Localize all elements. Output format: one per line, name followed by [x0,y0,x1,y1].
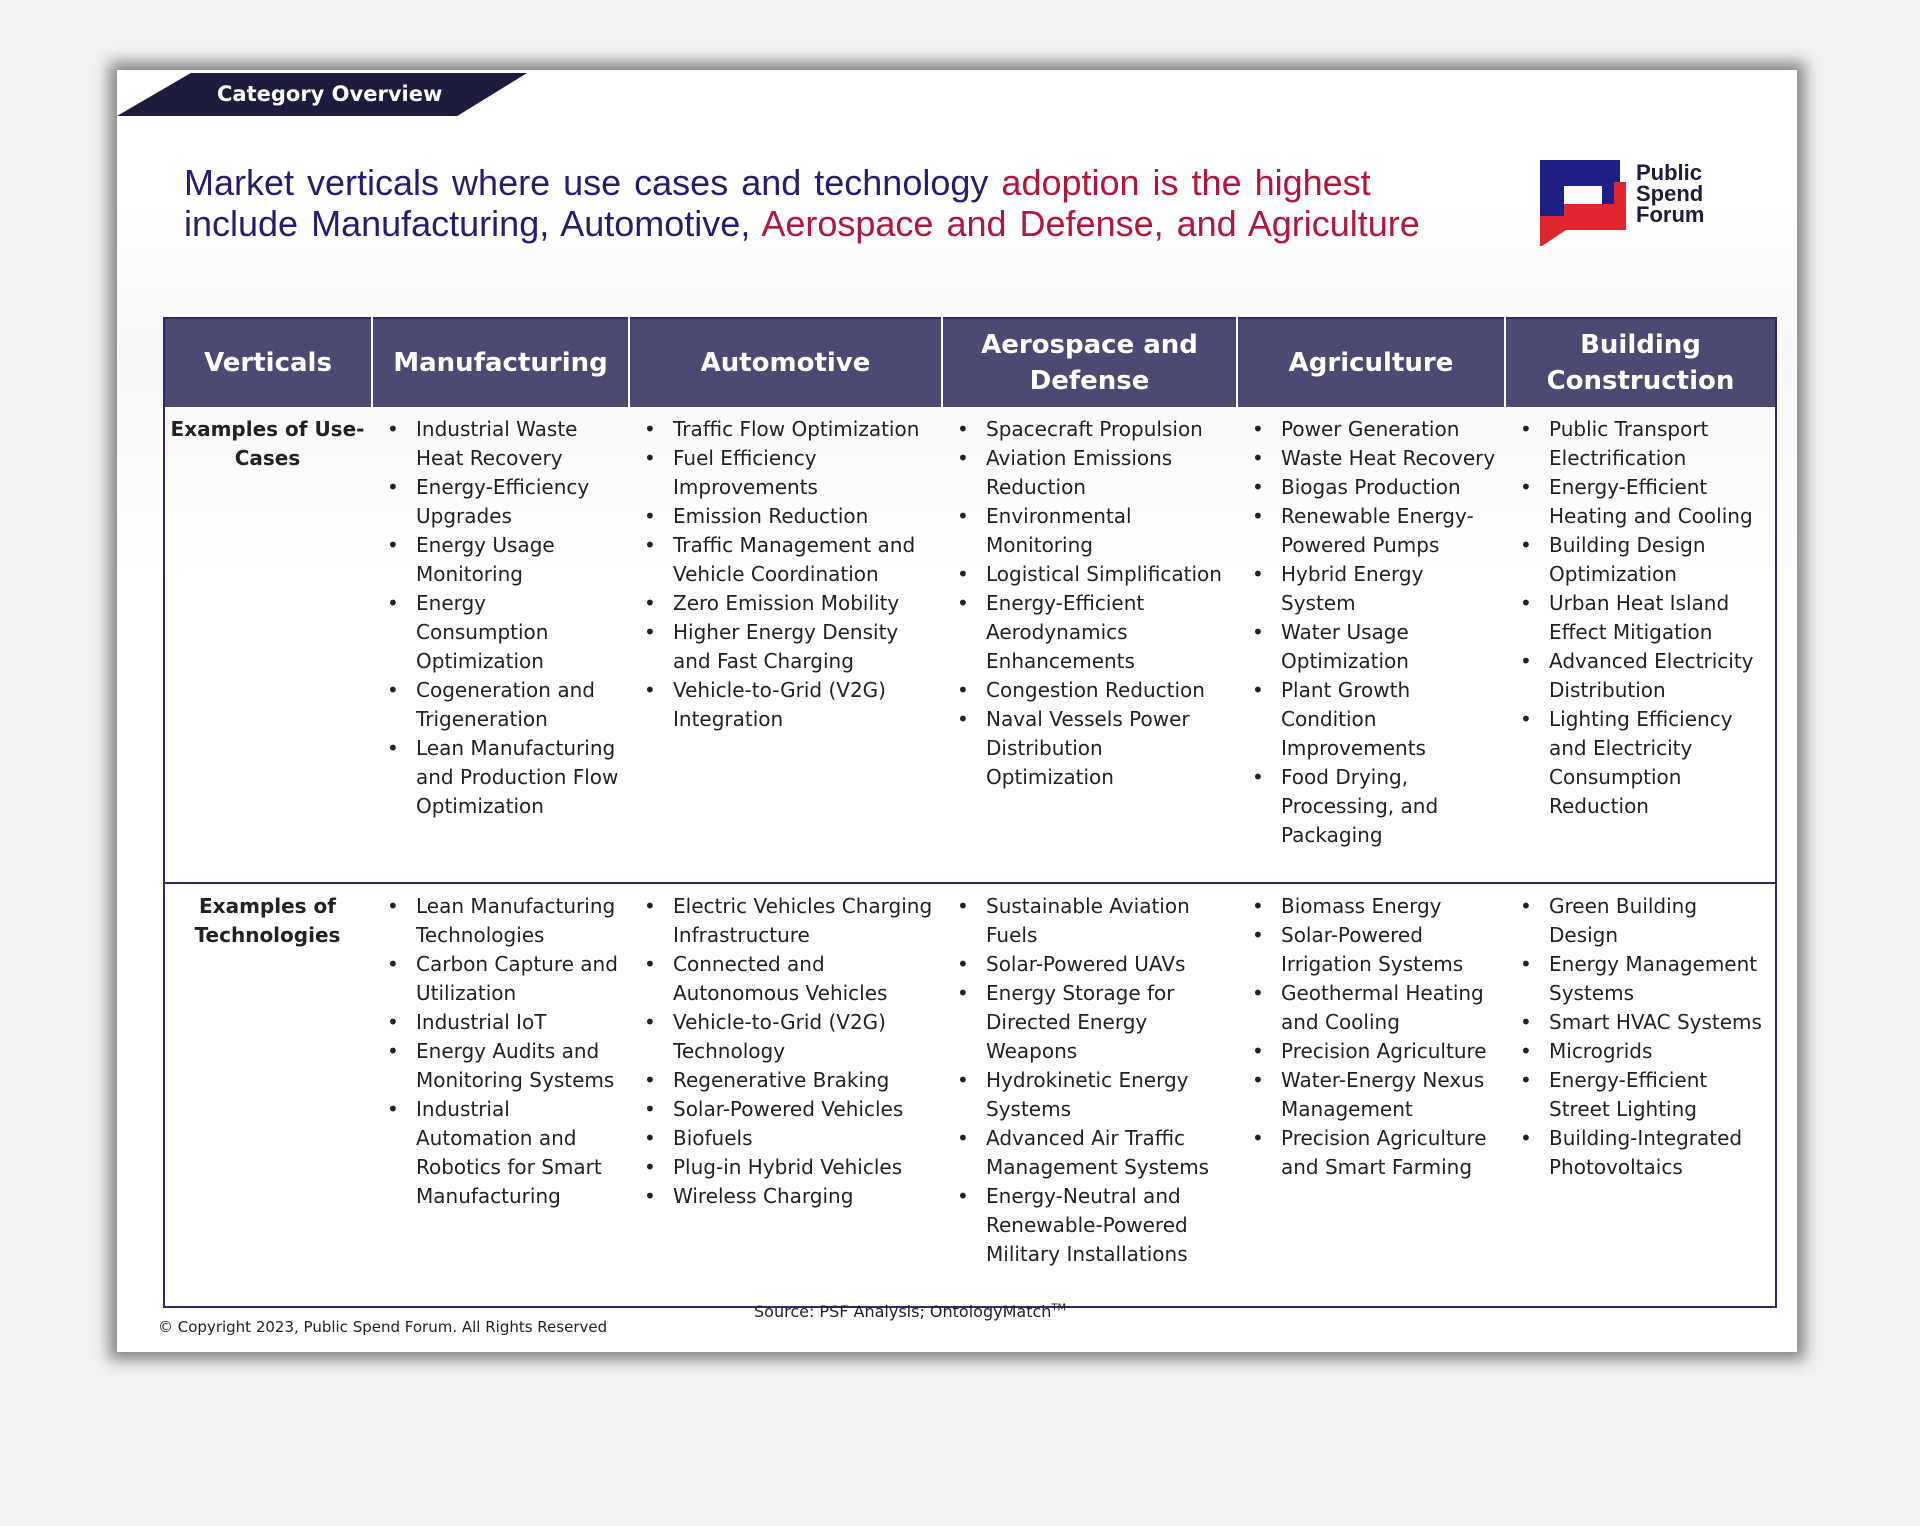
list-item: • Cogeneration and Trigeneration [416,676,623,734]
list-item: • Connected and Autonomous Vehicles [673,950,936,1008]
table-header-row [164,318,1776,407]
list-item: • Zero Emission Mobility [673,589,936,618]
cell-automotive-use-cases [629,407,942,883]
list-item: • Energy Storage for Directed Energy Weapons [986,979,1231,1066]
logo-word-forum: Forum [1636,202,1705,227]
list-item: • Advanced Air Traffic Management Systems [986,1124,1231,1182]
cell-automotive-technologies [629,883,942,1307]
list-item: • Energy-Efficiency Upgrades [416,473,623,531]
source-note [754,1302,1066,1321]
list-item: • Vehicle-to-Grid (V2G) Integration [673,676,936,734]
cell-aerospace-use-cases [942,407,1237,883]
list-item: • Solar-Powered UAVs [986,950,1231,979]
logo-word-public: Public [1636,160,1703,185]
list-item: • Logistical Simplification [986,560,1231,589]
list-item: • Emission Reduction [673,502,936,531]
list-item: • Energy Consumption Optimization [416,589,623,676]
header-agriculture: Agriculture [1237,318,1505,407]
page-headline [184,162,1524,244]
bullet-list [1241,892,1499,1182]
logo-wordmark [1636,162,1704,225]
bullet-list [1241,415,1499,850]
header-verticals: Verticals [164,318,372,407]
row-label-use-cases: Examples of Use-Cases [164,407,372,883]
header-aerospace-defense: Aerospace and Defense [942,318,1237,407]
list-item: • Power Generation [1281,415,1499,444]
header-building-construction: Building Construction [1505,318,1776,407]
list-item: • Precision Agriculture and Smart Farming [1281,1124,1499,1182]
header-manufacturing: Manufacturing [372,318,629,407]
verticals-table [163,317,1777,1308]
list-item: • Spacecraft Propulsion [986,415,1231,444]
cell-aerospace-technologies [942,883,1237,1307]
list-item: • Green Building Design [1549,892,1769,950]
list-item: • Aviation Emissions Reduction [986,444,1231,502]
list-item: • Wireless Charging [673,1182,936,1211]
cell-agriculture-use-cases [1237,407,1505,883]
list-item: • Energy Usage Monitoring [416,531,623,589]
list-item: • Energy Management Systems [1549,950,1769,1008]
headline-line-2-red: Aerospace and Defense, and Agriculture [761,203,1420,244]
bullet-list [633,415,936,734]
list-item: • Solar-Powered Vehicles [673,1095,936,1124]
list-item: • Energy-Neutral and Renewable-Powered Military Installations [986,1182,1231,1269]
list-item: • Industrial IoT [416,1008,623,1037]
list-item: • Smart HVAC Systems [1549,1008,1769,1037]
list-item: • Water-Energy Nexus Management [1281,1066,1499,1124]
list-item: • Plant Growth Condition Improvements [1281,676,1499,763]
list-item: • Industrial Automation and Robotics for Smart Manufacturing [416,1095,623,1211]
bullet-list [633,892,936,1211]
list-item: • Energy Audits and Monitoring Systems [416,1037,623,1095]
cell-building-use-cases [1505,407,1776,883]
headline-line-1 [184,162,1524,203]
list-item: • Vehicle-to-Grid (V2G) Technology [673,1008,936,1066]
list-item: • Geothermal Heating and Cooling [1281,979,1499,1037]
list-item: • Waste Heat Recovery [1281,444,1499,473]
bullet-list [1509,415,1769,821]
list-item: • Renewable Energy-Powered Pumps [1281,502,1499,560]
bullet-list [1509,892,1769,1182]
list-item: • Biogas Production [1281,473,1499,502]
list-item: • Energy-Efficient Street Lighting [1549,1066,1769,1124]
list-item: • Traffic Flow Optimization [673,415,936,444]
bullet-list [946,892,1231,1269]
copyright-notice: © Copyright 2023, Public Spend Forum. All Rights Reserved [158,1318,608,1336]
bullet-list [376,415,623,821]
list-item: • Food Drying, Processing, and Packaging [1281,763,1499,850]
list-item: • Microgrids [1549,1037,1769,1066]
list-item: • Higher Energy Density and Fast Charging [673,618,936,676]
list-item: • Plug-in Hybrid Vehicles [673,1153,936,1182]
list-item: • Public Transport Electrification [1549,415,1769,473]
speech-bubble-logo-icon [1532,160,1627,246]
headline-line-2 [184,203,1524,244]
list-item: • Lean Manufacturing and Production Flow Optimization [416,734,623,821]
list-item: • Carbon Capture and Utilization [416,950,623,1008]
list-item: • Congestion Reduction [986,676,1231,705]
list-item: • Building-Integrated Photovoltaics [1549,1124,1769,1182]
bullet-list [376,892,623,1211]
trademark-mark: TM [1051,1302,1067,1314]
table-row-technologies [164,883,1776,1307]
logo-word-spend: Spend [1636,181,1704,206]
headline-line-2-purple: include Manufacturing, Automotive, [184,203,751,244]
list-item: • Fuel Efficiency Improvements [673,444,936,502]
cell-building-technologies [1505,883,1776,1307]
source-text: Source: PSF Analysis; OntologyMatch [754,1302,1052,1321]
list-item: • Water Usage Optimization [1281,618,1499,676]
list-item: • Regenerative Braking [673,1066,936,1095]
category-banner-label: Category Overview [217,82,443,106]
list-item: • Sustainable Aviation Fuels [986,892,1231,950]
list-item: • Energy-Efficient Heating and Cooling [1549,473,1769,531]
slide [117,70,1797,1352]
list-item: • Precision Agriculture [1281,1037,1499,1066]
list-item: • Advanced Electricity Distribution [1549,647,1769,705]
header-automotive: Automotive [629,318,942,407]
list-item: • Biofuels [673,1124,936,1153]
cell-manufacturing-use-cases [372,407,629,883]
list-item: • Traffic Management and Vehicle Coordination [673,531,936,589]
list-item: • Electric Vehicles Charging Infrastructure [673,892,936,950]
list-item: • Energy-Efficient Aerodynamics Enhancements [986,589,1231,676]
public-spend-forum-logo [1532,160,1732,260]
list-item: • Hydrokinetic Energy Systems [986,1066,1231,1124]
list-item: • Naval Vessels Power Distribution Optimization [986,705,1231,792]
list-item: • Building Design Optimization [1549,531,1769,589]
list-item: • Hybrid Energy System [1281,560,1499,618]
list-item: • Lean Manufacturing Technologies [416,892,623,950]
list-item: • Solar-Powered Irrigation Systems [1281,921,1499,979]
list-item: • Industrial Waste Heat Recovery [416,415,623,473]
list-item: • Lighting Efficiency and Electricity Consumption Reduction [1549,705,1769,821]
list-item: • Biomass Energy [1281,892,1499,921]
cell-manufacturing-technologies [372,883,629,1307]
bullet-list [946,415,1231,792]
list-item: • Urban Heat Island Effect Mitigation [1549,589,1769,647]
headline-line-1-red: adoption is the highest [1001,162,1371,203]
headline-line-1-purple: Market verticals where use cases and technology [184,162,989,203]
table-row-use-cases [164,407,1776,883]
list-item: • Environmental Monitoring [986,502,1231,560]
cell-agriculture-technologies [1237,883,1505,1307]
row-label-technologies: Examples of Technologies [194,894,341,947]
